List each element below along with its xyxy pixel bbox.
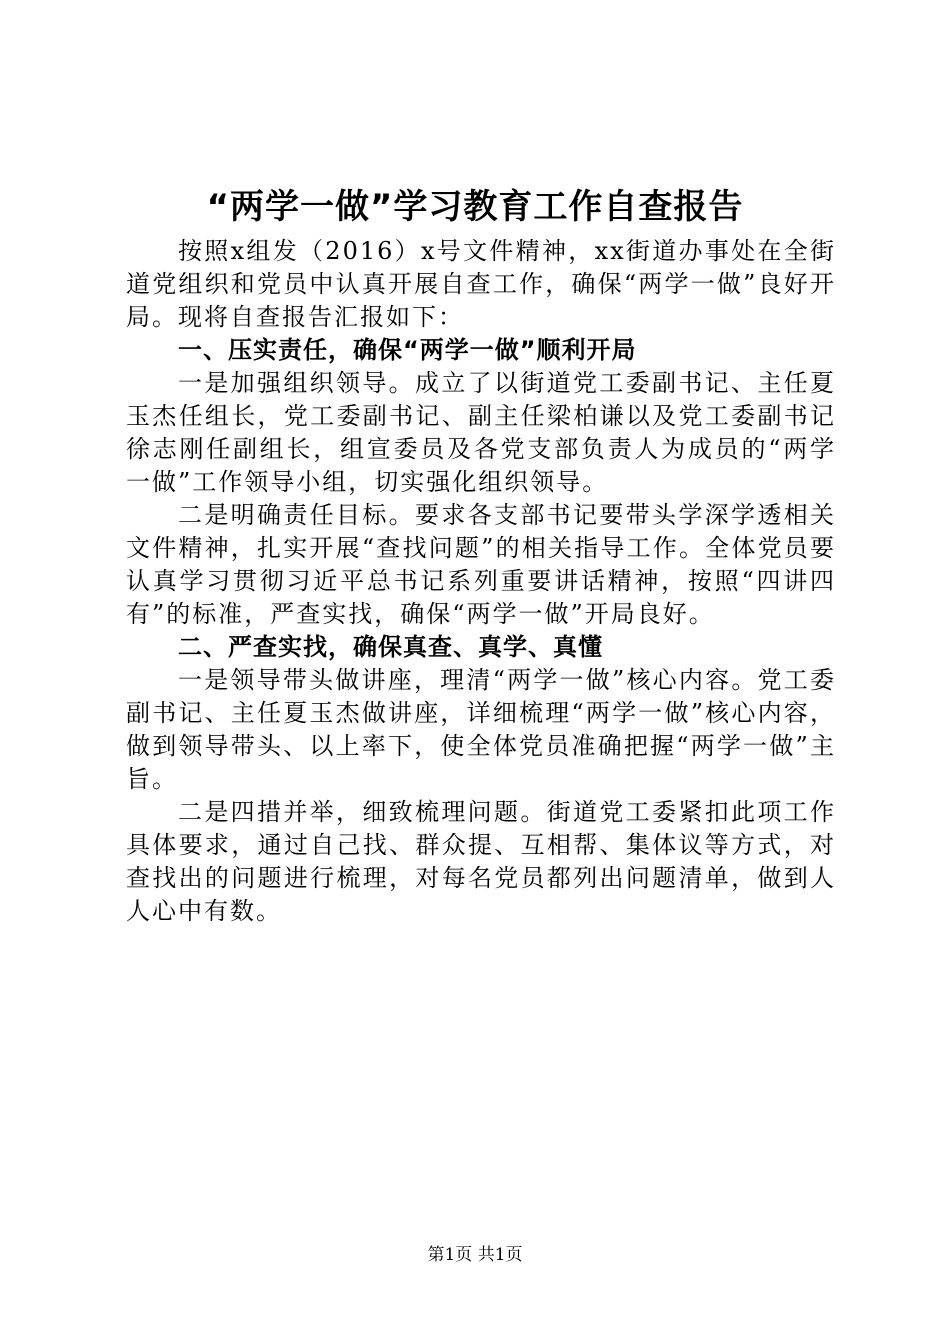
body-paragraph: 二是明确责任目标。要求各支部书记要带头学深学透相关文件精神，扎实开展“查找问题”的相关指导工作。全体党员要认真学习贯彻习近平总书记系列重要讲话精神，按照“四讲四有”的标准，严查实找，确保“两学一做”开局良好。 bbox=[126, 501, 836, 628]
document-title: “两学一做”学习教育工作自查报告 bbox=[206, 187, 744, 227]
body-paragraph: 一是加强组织领导。成立了以街道党工委副书记、主任夏玉杰任组长，党工委副书记、副主任梁柏谦以及党工委副书记徐志刚任副组长，组宣委员及各党支部负责人为成员的“两学一做”工作领导小组，切实强化组织领导。 bbox=[126, 369, 836, 496]
body-paragraph: 二是四措并举，细致梳理问题。街道党工委紧扣此项工作具体要求，通过自己找、群众提、互相帮、集体议等方式，对查找出的问题进行梳理，对每名党员都列出问题清单，做到人人心中有数。 bbox=[126, 798, 836, 925]
document-body bbox=[126, 235, 836, 928]
body-paragraph: 一是领导带头做讲座，理清“两学一做”核心内容。党工委副书记、主任夏玉杰做讲座，详细梳理“两学一做”核心内容，做到领导带头、以上率下，使全体党员准确把握“两学一做”主旨。 bbox=[126, 666, 836, 793]
section-heading-2: 二、严查实找，确保真查、真学、真懂 bbox=[178, 633, 603, 661]
section-heading-1: 一、压实责任，确保“两学一做”顺利开局 bbox=[178, 336, 637, 364]
page-number-footer: 第1页 共1页 bbox=[427, 1245, 523, 1265]
intro-paragraph: 按照x组发（2016）x号文件精神，xx街道办事处在全街道党组织和党员中认真开展自查工作，确保“两学一做”良好开局。现将自查报告汇报如下： bbox=[126, 237, 836, 331]
